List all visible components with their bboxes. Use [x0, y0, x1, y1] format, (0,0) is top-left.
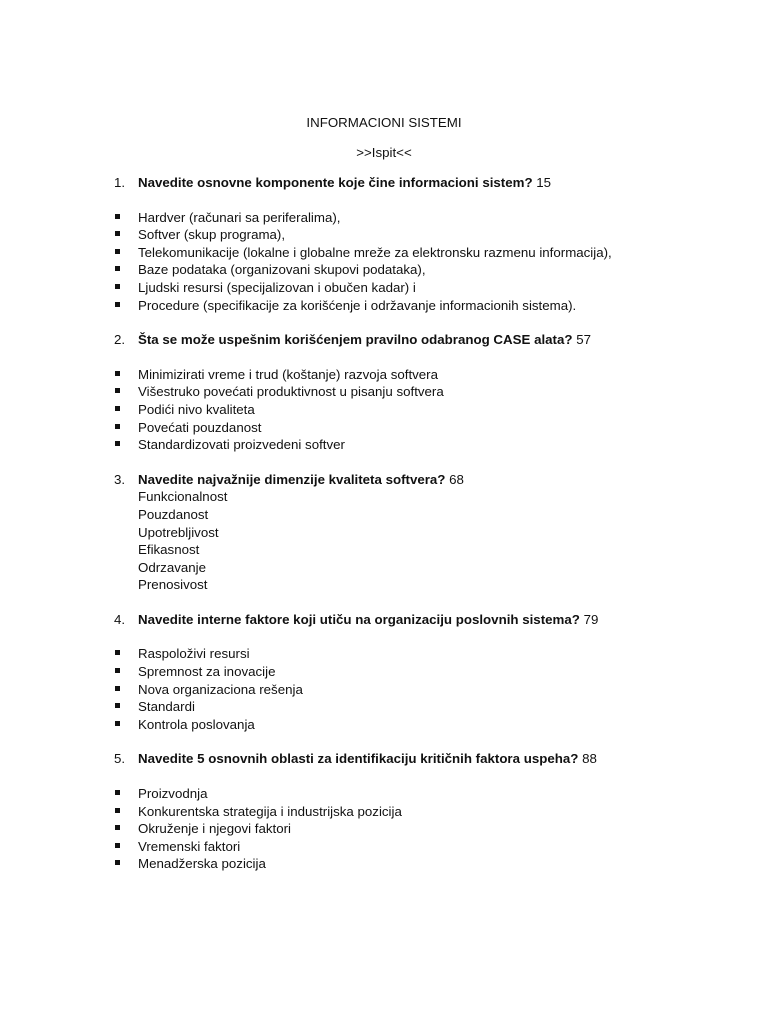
- answer-item-text: Pouzdanost: [138, 506, 209, 522]
- answer-item: [114, 541, 734, 559]
- answer-item-text: Standardi: [138, 699, 195, 715]
- document-title: INFORMACIONI SISTEMI: [306, 115, 462, 130]
- answer-item: [114, 681, 734, 699]
- answer-item-text: Efikasnost: [138, 542, 200, 558]
- question-block: [114, 611, 734, 734]
- square-bullet-icon: [115, 424, 120, 429]
- answer-item-text: Podići nivo kvaliteta: [138, 401, 255, 417]
- answer-item-text: Višestruko povećati produktivnost u pisanju softvera: [138, 384, 444, 400]
- answer-item: [114, 419, 734, 437]
- answer-item-text: Funkcionalnost: [138, 489, 228, 505]
- square-bullet-icon: [115, 214, 120, 219]
- square-bullet-icon: [115, 825, 120, 830]
- answer-item-text: Okruženje i njegovi faktori: [138, 821, 291, 837]
- answer-bullet-list: [114, 645, 734, 733]
- square-bullet-icon: [115, 650, 120, 655]
- square-bullet-icon: [115, 266, 120, 271]
- question-list: [114, 174, 734, 890]
- question-number: 2.: [114, 332, 126, 348]
- question-block: [114, 331, 734, 454]
- question-text: Navedite osnovne komponente koje čine informacioni sistem?: [138, 175, 533, 190]
- answer-item: [114, 838, 734, 856]
- answer-item: [114, 855, 734, 873]
- answer-item: [114, 524, 734, 542]
- answer-item-text: Hardver (računari sa periferalima),: [138, 209, 341, 225]
- answer-item-text: Konkurentska strategija i industrijska pozicija: [138, 803, 402, 819]
- answer-item-text: Spremnost za inovacije: [138, 664, 276, 680]
- question-text: Navedite interne faktore koji utiču na organizaciju poslovnih sistema?: [138, 611, 580, 627]
- answer-item: [114, 401, 734, 419]
- answer-item: [114, 297, 734, 315]
- answer-item: [114, 645, 734, 663]
- answer-item-text: Nova organizaciona rešenja: [138, 681, 303, 697]
- answer-item: [114, 244, 734, 262]
- square-bullet-icon: [115, 843, 120, 848]
- answer-item-text: Ljudski resursi (specijalizovan i obučen kadar) i: [138, 279, 416, 295]
- square-bullet-icon: [115, 441, 120, 446]
- question-number: 5.: [114, 751, 126, 767]
- square-bullet-icon: [115, 371, 120, 376]
- square-bullet-icon: [115, 808, 120, 813]
- answer-item: [114, 716, 734, 734]
- question-page-ref: 79: [583, 611, 599, 627]
- answer-item: [114, 559, 734, 577]
- answer-item: [114, 576, 734, 594]
- answer-item-text: Softver (skup programa),: [138, 227, 286, 243]
- question-page-ref: 57: [576, 332, 591, 348]
- square-bullet-icon: [115, 406, 120, 411]
- answer-item-text: Raspoloživi resursi: [138, 646, 250, 662]
- answer-item-text: Proizvodnja: [138, 786, 208, 802]
- answer-item: [114, 383, 734, 401]
- square-bullet-icon: [115, 249, 120, 254]
- answer-item: [114, 261, 734, 279]
- square-bullet-icon: [115, 668, 120, 673]
- answer-item-text: Povećati pouzdanost: [138, 419, 262, 435]
- question-text: Navedite 5 osnovnih oblasti za identifikaciju kritičnih faktora uspeha?: [138, 751, 579, 767]
- answer-item: [114, 488, 734, 506]
- square-bullet-icon: [115, 686, 120, 691]
- question-number: 4.: [114, 611, 126, 627]
- answer-bullet-list: [114, 366, 734, 454]
- answer-bullet-list: [114, 785, 734, 873]
- question-block: [114, 174, 734, 314]
- answer-item-text: Upotrebljivost: [138, 524, 219, 540]
- answer-item: [114, 698, 734, 716]
- answer-item: [114, 663, 734, 681]
- square-bullet-icon: [115, 860, 120, 865]
- square-bullet-icon: [115, 231, 120, 236]
- answer-item: [114, 279, 734, 297]
- square-bullet-icon: [115, 388, 120, 393]
- square-bullet-icon: [115, 721, 120, 726]
- question-block: [114, 471, 734, 594]
- question-number: 3.: [114, 471, 126, 487]
- answer-item-text: Menadžerska pozicija: [138, 856, 266, 872]
- answer-item: [114, 820, 734, 838]
- answer-plain-list: [114, 488, 734, 594]
- answer-item-text: Kontrola poslovanja: [138, 716, 255, 732]
- answer-item: [114, 226, 734, 244]
- question-heading: [114, 611, 734, 629]
- answer-item-text: Vremenski faktori: [138, 838, 241, 854]
- question-heading: [114, 750, 734, 768]
- square-bullet-icon: [115, 703, 120, 708]
- answer-item: [114, 436, 734, 454]
- question-text: Šta se može uspešnim korišćenjem pravilno odabranog CASE alata?: [138, 332, 573, 348]
- answer-item: [114, 506, 734, 524]
- question-text: Navedite najvažnije dimenzije kvaliteta softvera?: [138, 471, 446, 487]
- question-heading: [114, 471, 734, 489]
- answer-item-text: Standardizovati proizvedeni softver: [138, 437, 345, 453]
- answer-item: [114, 785, 734, 803]
- square-bullet-icon: [115, 790, 120, 795]
- answer-item: [114, 803, 734, 821]
- document-subtitle: >>Ispit<<: [356, 145, 412, 160]
- question-page-ref: 15: [536, 175, 552, 190]
- answer-item: [114, 366, 734, 384]
- square-bullet-icon: [115, 284, 120, 289]
- question-block: [114, 750, 734, 873]
- question-page-ref: 88: [582, 751, 597, 767]
- answer-item-text: Prenosivost: [138, 577, 208, 593]
- question-number: 1.: [114, 175, 126, 190]
- square-bullet-icon: [115, 302, 120, 307]
- answer-bullet-list: [114, 209, 734, 315]
- answer-item-text: Telekomunikacije (lokalne i globalne mreže za elektronsku razmenu informacija),: [138, 244, 612, 260]
- answer-item-text: Baze podataka (organizovani skupovi podataka),: [138, 262, 426, 278]
- answer-item-text: Procedure (specifikacije za korišćenje i održavanje informacionih sistema).: [138, 297, 577, 313]
- question-page-ref: 68: [449, 471, 464, 487]
- answer-item: [114, 209, 734, 227]
- question-heading: [114, 174, 734, 192]
- answer-item-text: Odrzavanje: [138, 559, 206, 575]
- answer-item-text: Minimizirati vreme i trud (koštanje) razvoja softvera: [138, 366, 439, 382]
- question-heading: [114, 331, 734, 349]
